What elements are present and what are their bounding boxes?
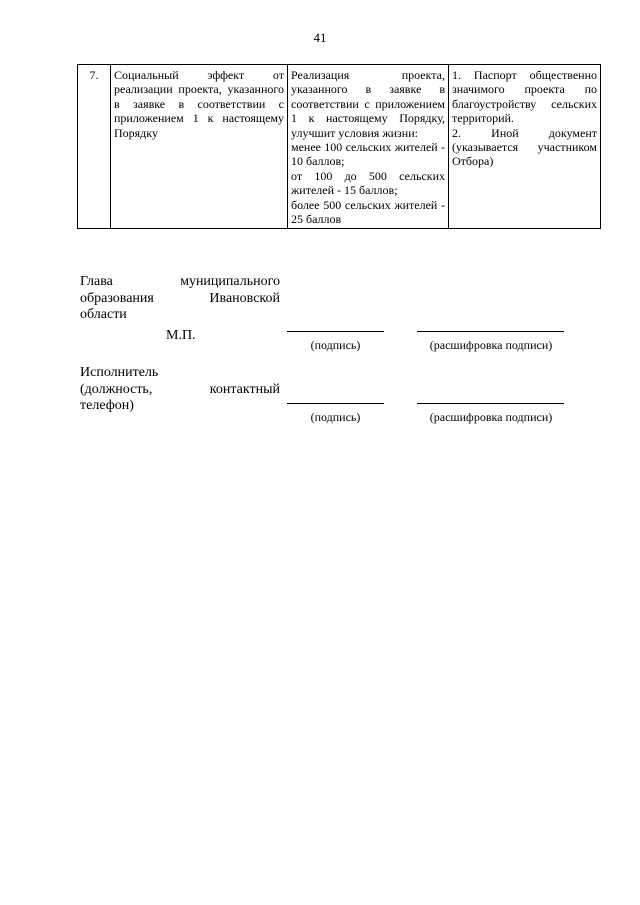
executor-title-line: (должность, контактный (80, 381, 280, 397)
scoring-tier: менее 100 сельских жителей - 10 баллов; (291, 140, 445, 169)
document-item: 2. Иной документ (указывается участником Отбора) (452, 125, 597, 169)
signature-line (287, 403, 384, 404)
head-title (80, 274, 280, 324)
executor-title (80, 365, 280, 415)
signature-caption: (подпись) (310, 338, 361, 352)
criterion-cell: Социальный эффект от реализации проекта, указанного в заявке в соответствии с приложением 1 к настоящему Порядку (111, 65, 288, 229)
signature-caption: (подпись) (310, 410, 361, 424)
head-title-line: области (80, 307, 127, 322)
stamp-mark: М.П. (166, 328, 196, 343)
criteria-table (77, 64, 601, 229)
scoring-intro: Реализация проекта, указанного в заявке в соответствии с приложением 1 к настоящему Порядку, улучшит условия жизни: (291, 68, 445, 140)
head-title-line: Глава муниципального (80, 274, 280, 289)
scoring-tier: более 500 сельских жителей - 25 баллов (291, 197, 445, 227)
row-number: 7. (78, 65, 111, 229)
scoring-cell (288, 65, 449, 229)
executor-title-line: Исполнитель (80, 365, 159, 380)
page-number: 41 (313, 30, 327, 45)
table-row (78, 65, 601, 229)
document-item: 1. Паспорт общественно значимого проекта по благоустройству сельских территорий. (452, 68, 597, 126)
head-title-line: образования Ивановской (80, 290, 280, 306)
scoring-tier: от 100 до 500 сельских жителей - 15 баллов; (291, 168, 445, 198)
decode-caption: (расшифровка подписи) (429, 338, 553, 352)
signature-line (287, 331, 384, 332)
decode-caption: (расшифровка подписи) (429, 410, 553, 424)
decode-line (417, 403, 564, 404)
executor-title-line: телефон) (80, 398, 134, 413)
documents-cell (449, 65, 601, 229)
decode-line (417, 331, 564, 332)
